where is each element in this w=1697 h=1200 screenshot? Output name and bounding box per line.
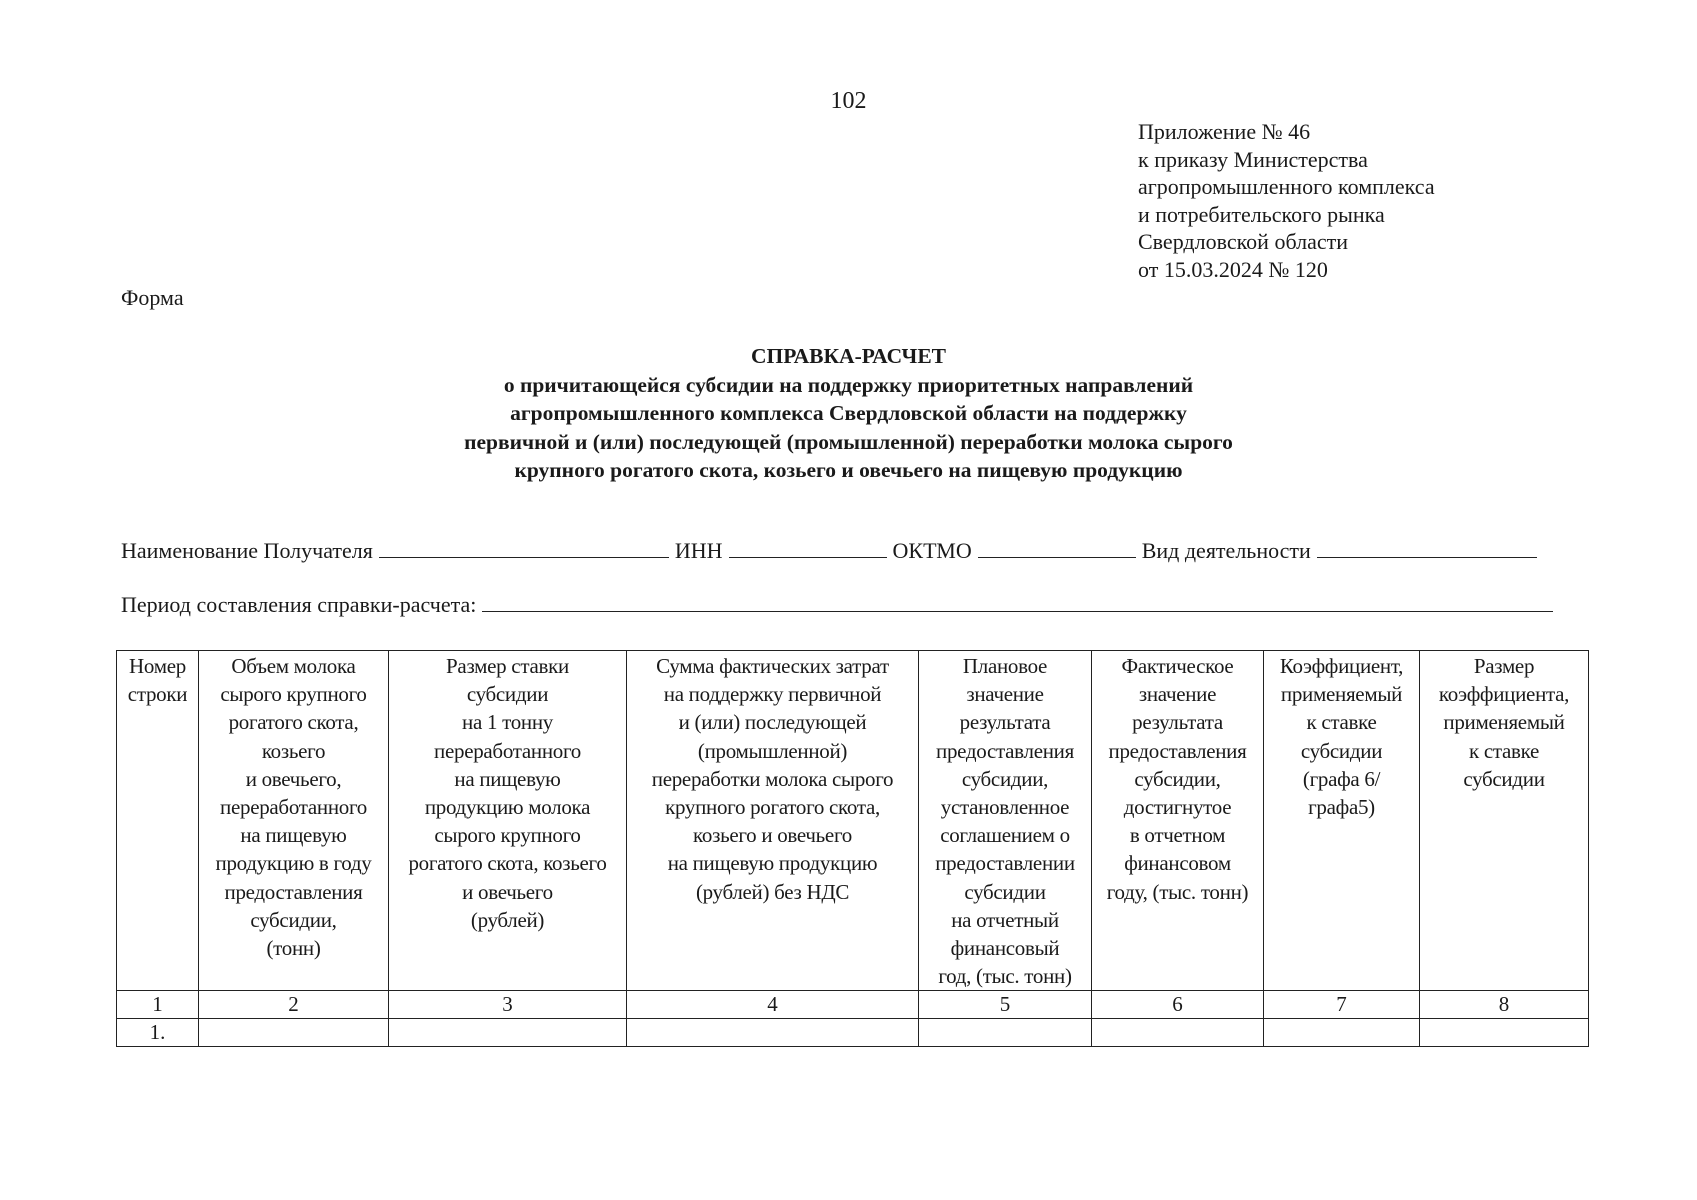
column-number: 4: [627, 991, 919, 1019]
table-cell[interactable]: [1264, 1019, 1420, 1047]
table-cell[interactable]: [389, 1019, 627, 1047]
appendix-line: Приложение № 46: [1138, 119, 1311, 144]
oktmo-blank[interactable]: [978, 537, 1136, 558]
appendix-line: и потребительского рынка: [1138, 201, 1385, 227]
form-label: Форма: [121, 285, 184, 310]
header-actual-result: Фактическое значение результата предоставления субсидии, достигнутое в отчетном финансовом году, (тыс. тонн): [1092, 651, 1264, 991]
column-number: 2: [199, 991, 389, 1019]
header-subsidy-rate: Размер ставки субсидии на 1 тонну переработанного на пищевую продукцию молока сырого крупного рогатого скота, козьего и овечьего (рублей): [389, 651, 627, 991]
column-number: 7: [1264, 991, 1420, 1019]
table-header-row: [117, 651, 1589, 991]
oktmo-label: ОКТМО: [892, 538, 972, 563]
header-planned-result: Плановое значение результата предоставления субсидии, установленное соглашением о предоставлении субсидии на отчетный финансовый год, (тыс. тонн): [919, 651, 1092, 991]
appendix-line: к приказу Министерства: [1138, 146, 1368, 172]
header-actual-costs: Сумма фактических затрат на поддержку первичной и (или) последующей (промышленной) переработки молока сырого крупного рогатого скота, козьего и овечьего на пищевую продукцию (рублей) без НДС: [627, 651, 919, 991]
activity-blank[interactable]: [1317, 537, 1537, 558]
table-cell[interactable]: [627, 1019, 919, 1047]
table-cell[interactable]: [919, 1019, 1092, 1047]
recipient-name-blank[interactable]: [379, 537, 669, 558]
title-line: о причитающейся субсидии на поддержку приоритетных направлений: [503, 372, 1194, 397]
table-cell[interactable]: [199, 1019, 389, 1047]
recipient-row: [121, 537, 1601, 567]
header-milk-volume: Объем молока сырого крупного рогатого скота, козьего и овечьего, переработанного на пищевую продукцию в году предоставления субсидии, (тонн): [199, 651, 389, 991]
page-number: 102: [830, 88, 867, 114]
table-cell[interactable]: [1420, 1019, 1589, 1047]
column-number: 3: [389, 991, 627, 1019]
title-line: агропромышленного комплекса Свердловской области на поддержку: [510, 401, 1187, 425]
column-number-row: [117, 991, 1589, 1019]
document-title: [0, 342, 1697, 485]
header-coefficient: Коэффициент, применяемый к ставке субсидии (графа 6/ графа5): [1264, 651, 1420, 991]
title-line: крупного рогатого скота, козьего и овечьего на пищевую продукцию: [514, 458, 1183, 482]
column-number: 6: [1092, 991, 1264, 1019]
appendix-line: агропромышленного комплекса: [1138, 174, 1435, 199]
column-number: 5: [919, 991, 1092, 1019]
table-row: [117, 1019, 1589, 1047]
appendix-line: Свердловской области: [1138, 229, 1348, 254]
recipient-fields: [121, 537, 1601, 621]
column-number: 8: [1420, 991, 1589, 1019]
column-number: 1: [117, 991, 199, 1019]
appendix-line: от 15.03.2024 № 120: [1138, 256, 1328, 282]
title-main: СПРАВКА-РАСЧЕТ: [750, 344, 947, 368]
title-line: первичной и (или) последующей (промышленной) переработки молока сырого: [464, 429, 1233, 454]
period-blank[interactable]: [482, 591, 1553, 612]
header-coefficient-size: Размер коэффициента, применяемый к ставке субсидии: [1420, 651, 1589, 991]
header-row-number: Номер строки: [117, 651, 199, 991]
period-row: [121, 591, 1601, 621]
appendix-reference: [1138, 118, 1435, 283]
inn-blank[interactable]: [729, 537, 887, 558]
activity-label: Вид деятельности: [1141, 538, 1311, 563]
table-cell[interactable]: [1092, 1019, 1264, 1047]
calculation-table: [116, 650, 1589, 1047]
row-number-cell: 1.: [117, 1019, 199, 1047]
period-label: Период составления справки-расчета:: [121, 592, 477, 617]
inn-label: ИНН: [674, 538, 723, 563]
recipient-label: Наименование Получателя: [121, 538, 373, 563]
